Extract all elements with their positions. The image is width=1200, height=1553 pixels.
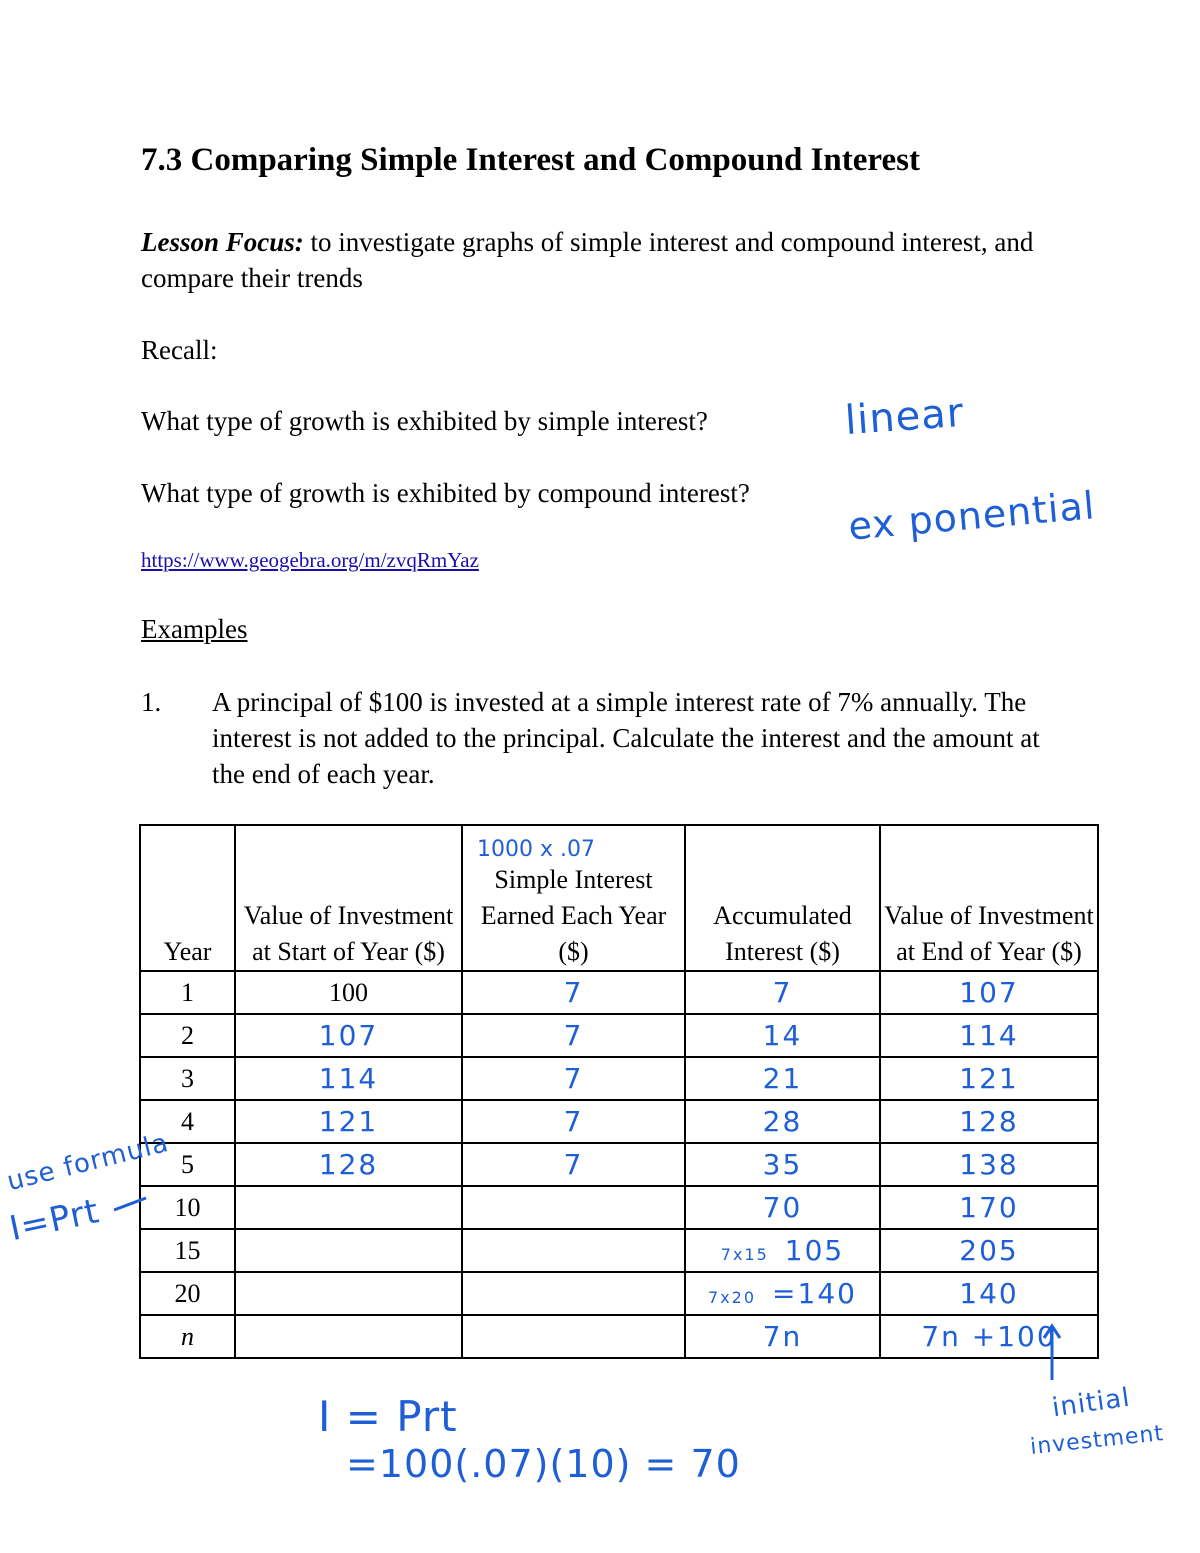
cell-earned: 7 xyxy=(462,1057,685,1100)
cell-year: 10 xyxy=(140,1186,235,1229)
cell-accum-note: 7x15 xyxy=(720,1245,769,1264)
cell-end: 107 xyxy=(880,971,1098,1014)
answer-linear: linear xyxy=(843,389,966,445)
cell-earned: 7 xyxy=(462,1014,685,1057)
cell-accum-note: 7x20 xyxy=(708,1288,757,1307)
cell-end: 140 xyxy=(880,1272,1098,1315)
header-accumulated: Accumulated Interest ($) xyxy=(685,825,880,971)
header-simple-interest xyxy=(462,825,685,971)
lesson-focus-text: to investigate graphs of simple interest and compound interest, and compare their trends xyxy=(141,227,1034,293)
table-row xyxy=(140,1186,1098,1229)
cell-end: 138 xyxy=(880,1143,1098,1186)
header-note: 1000 x .07 xyxy=(477,837,595,862)
cell-year: 4 xyxy=(140,1100,235,1143)
table-header-row xyxy=(140,825,1098,971)
cell-accum: 28 xyxy=(685,1100,880,1143)
cell-start: 121 xyxy=(235,1100,462,1143)
cell-earned: 7 xyxy=(462,1100,685,1143)
cell-year: 5 xyxy=(140,1143,235,1186)
cell-start: 128 xyxy=(235,1143,462,1186)
cell-start: 100 xyxy=(235,971,462,1014)
cell-year: 3 xyxy=(140,1057,235,1100)
interest-table xyxy=(139,824,1099,1359)
example-number: 1. xyxy=(141,687,162,717)
table-row xyxy=(140,1143,1098,1186)
cell-year: 20 xyxy=(140,1272,235,1315)
cell-start xyxy=(235,1186,462,1229)
cell-accum: 35 xyxy=(685,1143,880,1186)
margin-note-use-formula: use formula xyxy=(4,1127,172,1198)
cell-start: 114 xyxy=(235,1057,462,1100)
header-simple-interest-label: Simple Interest Earned Each Year ($) xyxy=(480,865,667,966)
cell-start xyxy=(235,1315,462,1358)
recall-label: Recall: xyxy=(141,335,218,365)
note-initial: initial xyxy=(1050,1382,1133,1424)
cell-start xyxy=(235,1272,462,1315)
margin-note-formula: I=Prt xyxy=(6,1191,104,1250)
cell-earned xyxy=(462,1186,685,1229)
cell-accum: 7 xyxy=(685,971,880,1014)
cell-earned xyxy=(462,1315,685,1358)
table-row xyxy=(140,971,1098,1014)
table-row xyxy=(140,1100,1098,1143)
lesson-focus-label: Lesson Focus: xyxy=(141,227,304,257)
cell-accum: 70 xyxy=(685,1186,880,1229)
cell-accum-value: =140 xyxy=(772,1277,857,1310)
page-title: 7.3 Comparing Simple Interest and Compound Interest xyxy=(141,142,920,178)
cell-accum: 21 xyxy=(685,1057,880,1100)
table-row xyxy=(140,1014,1098,1057)
cell-earned xyxy=(462,1229,685,1272)
header-year: Year xyxy=(140,825,235,971)
geogebra-link[interactable]: https://www.geogebra.org/m/zvqRmYaz xyxy=(141,548,479,572)
header-start-value: Value of Investment at Start of Year ($) xyxy=(235,825,462,971)
cell-end: 114 xyxy=(880,1014,1098,1057)
work-line-2: =100(.07)(10) = 70 xyxy=(346,1442,741,1486)
table-row xyxy=(140,1057,1098,1100)
cell-year: 2 xyxy=(140,1014,235,1057)
table-row xyxy=(140,1315,1098,1358)
cell-earned: 7 xyxy=(462,971,685,1014)
question-compound-interest: What type of growth is exhibited by compound interest? xyxy=(141,478,750,508)
cell-end: 170 xyxy=(880,1186,1098,1229)
up-arrow-icon xyxy=(1038,1322,1068,1382)
cell-year: n xyxy=(140,1315,235,1358)
example-text: A principal of $100 is invested at a simple interest rate of 7% annually. The interest is not added to the principal. Calculate the interest and the amount at the end of each year. xyxy=(212,687,1040,789)
cell-end: 7n +100 xyxy=(880,1315,1098,1358)
answer-exponential: ex ponential xyxy=(846,483,1097,549)
cell-year: 15 xyxy=(140,1229,235,1272)
cell-earned xyxy=(462,1272,685,1315)
examples-heading: Examples xyxy=(141,614,248,644)
cell-earned: 7 xyxy=(462,1143,685,1186)
cell-start xyxy=(235,1229,462,1272)
cell-accum xyxy=(685,1272,880,1315)
cell-end: 121 xyxy=(880,1057,1098,1100)
cell-end: 128 xyxy=(880,1100,1098,1143)
table-row xyxy=(140,1272,1098,1315)
cell-start: 107 xyxy=(235,1014,462,1057)
question-simple-interest: What type of growth is exhibited by simple interest? xyxy=(141,406,708,436)
cell-accum: 14 xyxy=(685,1014,880,1057)
lesson-focus xyxy=(141,224,1081,296)
cell-accum xyxy=(685,1229,880,1272)
note-investment: investment xyxy=(1029,1421,1166,1460)
margin-arrow-icon xyxy=(110,1190,150,1220)
work-line-1: I = Prt xyxy=(318,1392,458,1441)
header-end-value: Value of Investment at End of Year ($) xyxy=(880,825,1098,971)
cell-end: 205 xyxy=(880,1229,1098,1272)
cell-year: 1 xyxy=(140,971,235,1014)
cell-accum: 7n xyxy=(685,1315,880,1358)
table-row xyxy=(140,1229,1098,1272)
cell-accum-value: 105 xyxy=(784,1234,845,1267)
